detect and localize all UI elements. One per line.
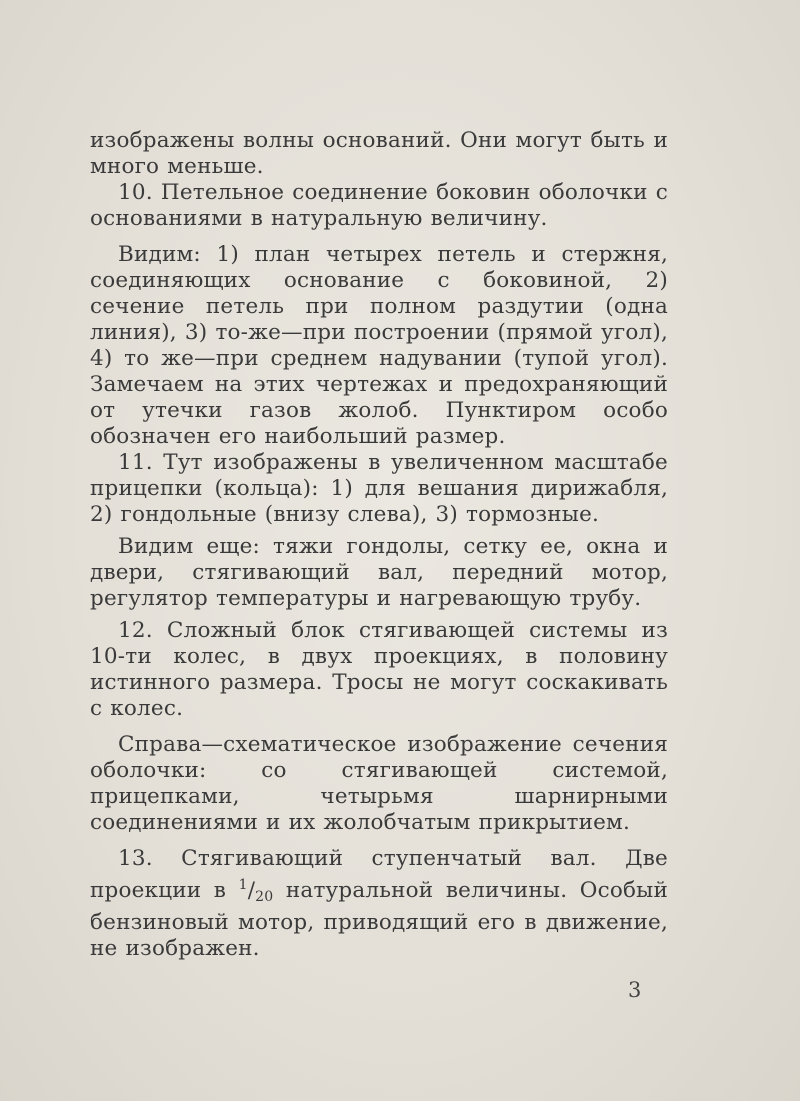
paragraph-item-12: 12. Сложный блок стягивающей системы из 10-ти колес, в двух проекциях, в половину истинного размера. Тросы не могут соскакивать с колес. [90,618,668,721]
paragraph-item-11: 11. Тут изображены в увеличенном масштабе прицепки (кольца): 1) для вешания дирижабля, 2) гондольные (внизу слева), 3) тормозные. [90,450,668,527]
paragraph-item-11-detail: Видим еще: тяжи гондолы, сетку ее, окна и двери, стягивающий вал, передний мотор, регулятор температуры и нагревающую трубу. [90,534,668,611]
para13-text-before: 13. Стягивающий ступенчатый вал. Две проекции в [90,846,668,903]
paragraph-item-10: 10. Петельное соединение боковин оболочки с основаниями в натуральную величину. [90,180,668,231]
fraction-denominator: 20 [255,889,274,905]
para13-text-after: натуральной величины. Особый бензиновый мотор, приводящий его в движение, не изображен. [90,878,668,961]
paragraph-continuation: изображены волны оснований. Они могут быть и много меньше. [90,128,668,179]
fraction: $^1/_{20}$ [238,877,274,905]
page-number: 3 [628,978,642,1002]
paragraph-item-10-detail: Видим: 1) план четырех петель и стержня, соединяющих основание с боковиной, 2) сечение петель при полном раздутии (одна линия), 3) то-же—при построении (прямой угол), 4) то же—при среднем надувании (тупой угол). Замечаем на этих чертежах и предохраняющий от утечки газов жолоб. Пунктиром особо обозначен его наибольший размер. [90,242,668,449]
paragraph-item-13 [90,846,668,962]
paragraph-item-12-detail: Справа—схематическое изображение сечения оболочки: со стягивающей системой, прицепками, четырьмя шарнирными соединениями и их жолобчатым прикрытием. [90,732,668,835]
fraction-numerator: 1 [238,877,248,893]
body-text [90,128,668,962]
